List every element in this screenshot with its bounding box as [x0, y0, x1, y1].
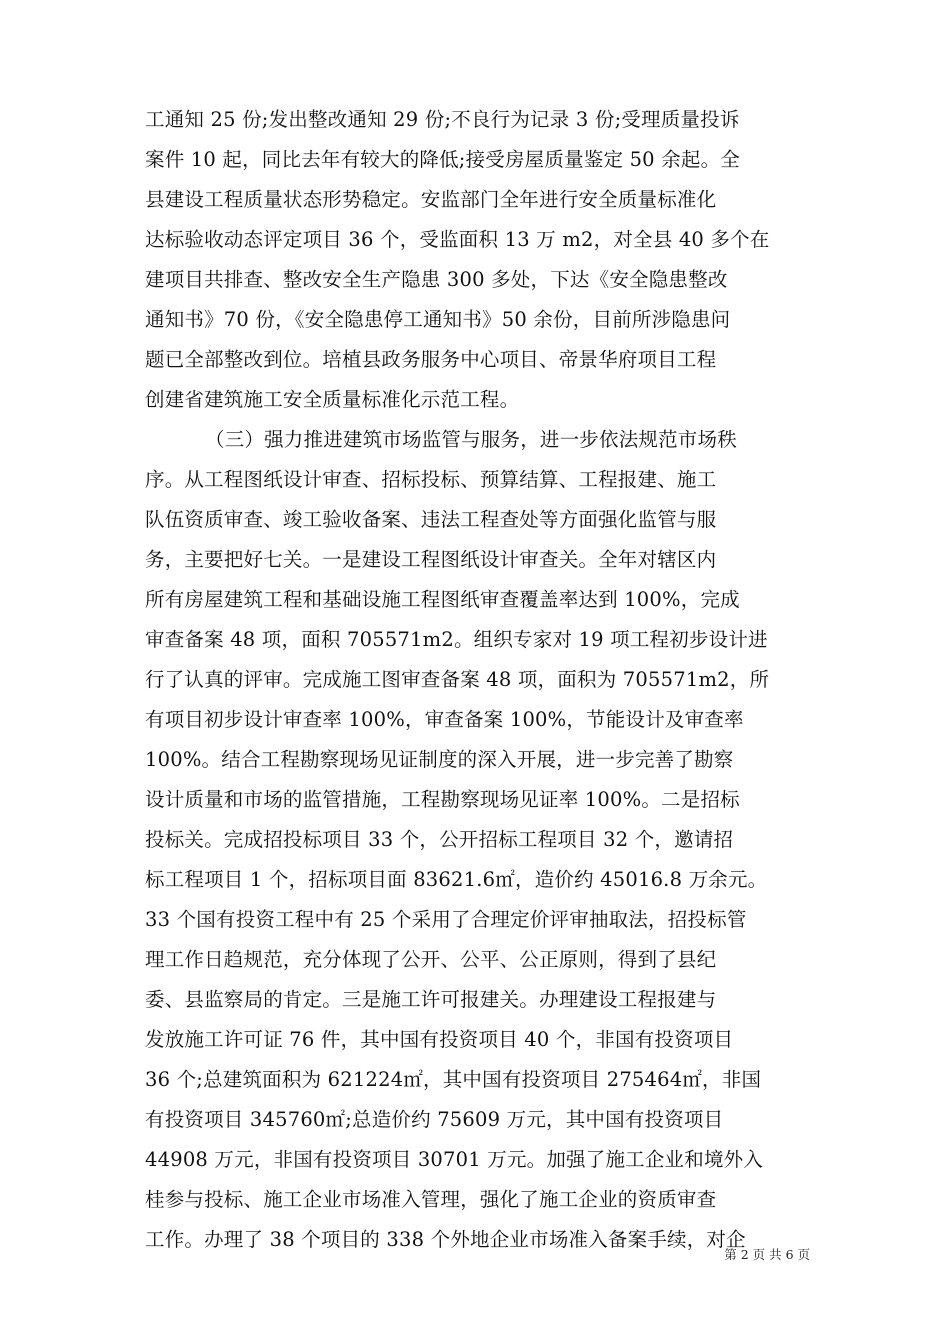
text-line: 标工程项目 1 个，招标项目面 83621.6㎡，造价约 45016.8 万余元。: [145, 868, 768, 891]
text-line: 理工作日趋规范，充分体现了公开、公平、公正原则，得到了县纪: [145, 948, 717, 971]
text-line: 行了认真的评审。完成施工图审查备案 48 项，面积为 705571m2，所: [145, 668, 770, 691]
text-line: 36 个;总建筑面积为 621224㎡，其中国有投资项目 275464㎡，非国: [145, 1068, 762, 1091]
text-line: 达标验收动态评定项目 36 个，受监面积 13 万 m2，对全县 40 多个在: [145, 228, 770, 251]
text-line: 建项目共排查、整改安全生产隐患 300 多处，下达《安全隐患整改: [145, 268, 728, 291]
text-line: 务，主要把好七关。一是建设工程图纸设计审查关。全年对辖区内: [145, 548, 717, 571]
text-line: 所有房屋建筑工程和基础设施工程图纸审查覆盖率达到 100%，完成: [145, 588, 740, 611]
text-line: 创建省建筑施工安全质量标准化示范工程。: [145, 388, 520, 411]
section-heading-line: （三）强力推进建筑市场监管与服务，进一步依法规范市场秩: [205, 428, 737, 451]
text-line: 工作。办理了 38 个项目的 338 个外地企业市场准入备案手续，对企: [145, 1228, 746, 1251]
text-line: 100%。结合工程勘察现场见证制度的深入开展，进一步完善了勘察: [145, 748, 734, 771]
text-line: 审查备案 48 项，面积 705571m2。组织专家对 19 项工程初步设计进: [145, 628, 768, 651]
text-line: 县建设工程质量状态形势稳定。安监部门全年进行安全质量标准化: [145, 188, 717, 211]
text-line: 发放施工许可证 76 件，其中国有投资项目 40 个，非国有投资项目: [145, 1028, 734, 1051]
text-line: 有投资项目 345760㎡;总造价约 75609 万元，其中国有投资项目: [145, 1108, 724, 1131]
text-line: 工通知 25 份;发出整改通知 29 份;不良行为记录 3 份;受理质量投诉: [145, 108, 740, 131]
document-body: [145, 100, 810, 1260]
text-line: 委、县监察局的肯定。三是施工许可报建关。办理建设工程报建与: [145, 988, 717, 1011]
text-line: 通知书》70 份，《安全隐患停工通知书》50 余份，目前所涉隐患问: [145, 308, 731, 331]
text-line: 案件 10 起，同比去年有较大的降低;接受房屋质量鉴定 50 余起。全: [145, 148, 740, 171]
text-line: 投标关。完成招投标项目 33 个，公开招标工程项目 32 个，邀请招: [145, 828, 734, 851]
text-line: 设计质量和市场的监管措施，工程勘察现场见证率 100%。二是招标: [145, 788, 740, 811]
text-line: 有项目初步设计审查率 100%，审查备案 100%，节能设计及审查率: [145, 708, 744, 731]
page-number: 第 2 页 共 6 页: [724, 1247, 810, 1262]
text-line: 序。从工程图纸设计审查、招标投标、预算结算、工程报建、施工: [145, 468, 717, 491]
text-line: 桂参与投标、施工企业市场准入管理，强化了施工企业的资质审查: [145, 1188, 717, 1211]
text-line: 33 个国有投资工程中有 25 个采用了合理定价评审抽取法，招投标管: [145, 908, 747, 931]
text-line: 44908 万元，非国有投资项目 30701 万元。加强了施工企业和境外入: [145, 1148, 764, 1171]
text-line: 队伍资质审查、竣工验收备案、违法工程查处等方面强化监管与服: [145, 508, 717, 531]
text-line: 题已全部整改到位。培植县政务服务中心项目、帝景华府项目工程: [145, 348, 717, 371]
